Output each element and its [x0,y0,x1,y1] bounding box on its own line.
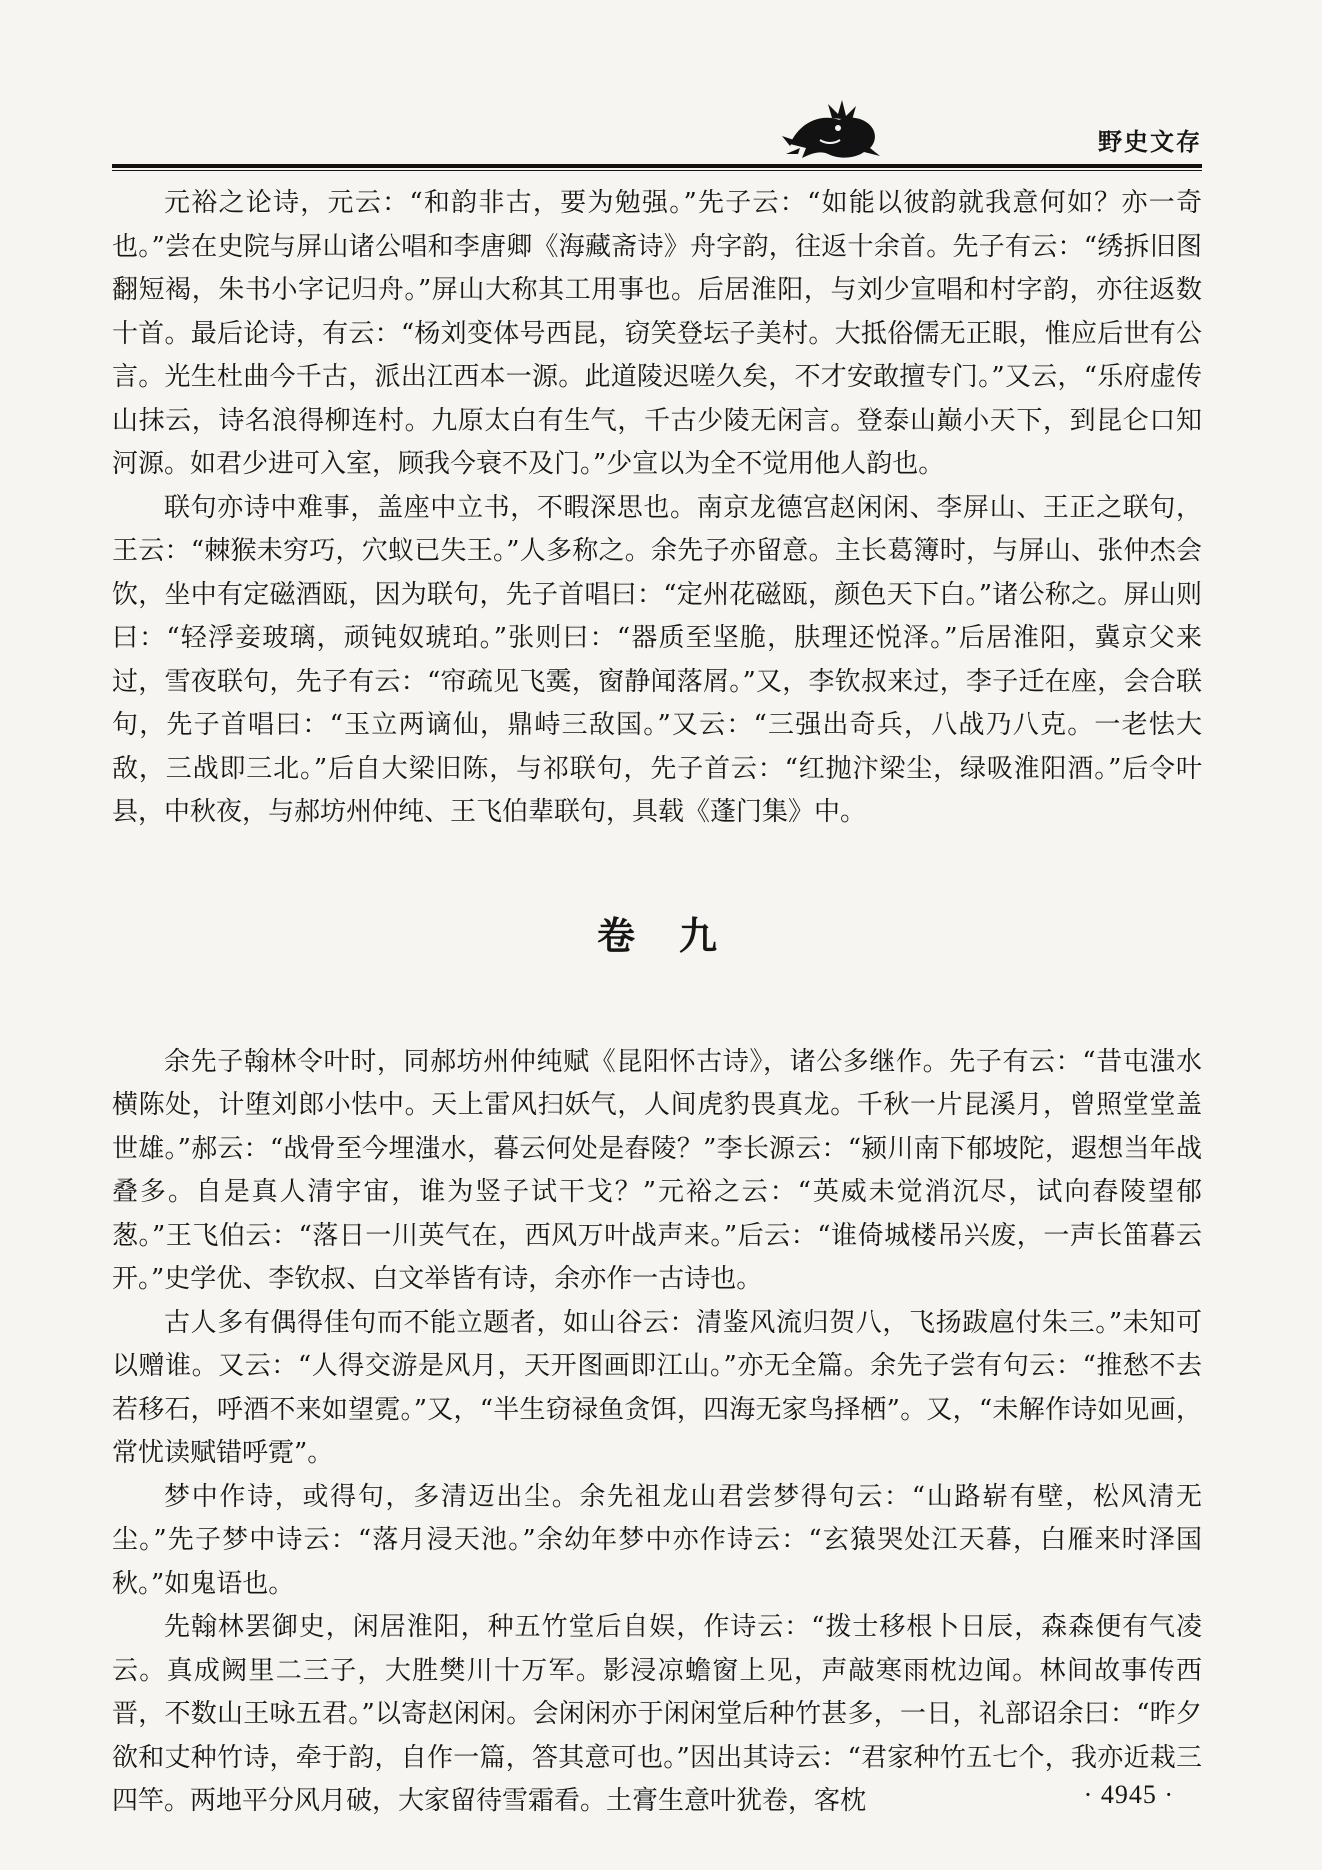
body-paragraph: 联句亦诗中难事，盖座中立书，不暇深思也。南京龙德宫赵闲闲、李屏山、王正之联句，王云：“棘猴未穷巧，穴蚁已失王。”人多称之。余先子亦留意。主长葛簿时，与屏山、张仲杰会饮，坐中有定磁酒瓯，因为联句，先子首唱曰：“定州花磁瓯，颜色天下白。”诸公称之。屏山则曰：“轻浮妾玻璃，顽钝奴琥珀。”张则曰：“器质至坚脆，肤理还悦泽。”后居淮阳，冀京父来过，雪夜联句，先子有云：“帘疏见飞霙，窗静闻落屑。”又，李钦叔来过，李子迁在座，会合联句，先子首唱曰：“玉立两谪仙，鼎峙三敌国。”又云：“三强出奇兵，八战乃八克。一老怯大敌，三战即三北。”后自大梁旧陈，与祁联句，先子首云：“红抛汴梁尘，绿吸淮阳酒。”后令叶县，中秋夜，与郝坊州仲纯、王飞伯辈联句，具载《蓬门集》中。 [112,492,1202,827]
body-paragraph: 梦中作诗，或得句，多清迈出尘。余先祖龙山君尝梦得句云：“山路崭有壁，松风清无尘。”先子梦中诗云：“落月浸天池。”余幼年梦中亦作诗云：“玄猿哭处江天暮，白雁来时泽国秋。”如鬼语也。 [112,1481,1202,1599]
chapter-heading: 卷九 [596,913,761,958]
header-rule-thick [112,164,1202,168]
dragon-emblem-icon [780,96,890,164]
page-header [112,96,1202,170]
page-body [112,182,1202,1824]
page-number: · 4945 · [1083,1780,1174,1809]
body-paragraph: 余先子翰林令叶时，同郝坊州仲纯赋《昆阳怀古诗》，诸公多继作。先子有云：“昔屯滍水横陈处，计堕刘郎小怯中。天上雷风扫妖气，人间虎豹畏真龙。千秋一片昆溪月，曾照堂堂盖世雄。”郝云：“战骨至今埋滍水，暮云何处是舂陵？”李长源云：“颍川南下郁坡陀，遐想当年战叠多。自是真人清宇宙，谁为竖子试干戈？”元裕之云：“英威未觉消沉尽，试向舂陵望郁葱。”王飞伯云：“落日一川英气在，西风万叶战声来。”后云：“谁倚城楼吊兴废，一声长笛暮云开。”史学优、李钦叔、白文举皆有诗，余亦作一古诗也。 [112,1046,1202,1294]
body-paragraph: 元裕之论诗，元云：“和韵非古，要为勉强。”先子云：“如能以彼韵就我意何如？亦一奇也。”尝在史院与屏山诸公唱和李唐卿《海藏斋诗》舟字韵，往返十余首。先子有云：“绣拆旧图翻短褐，朱书小字记归舟。”屏山大称其工用事也。后居淮阳，与刘少宣唱和村字韵，亦往返数十首。最后论诗，有云：“杨刘变体号西昆，窃笑登坛子美村。大抵俗儒无正眼，惟应后世有公言。光生杜曲今千古，派出江西本一源。此道陵迟嗟久矣，不才安敢擅专门。”又云，“乐府虚传山抹云，诗名浪得柳连村。九原太白有生气，千古少陵无闲言。登泰山巅小天下，到昆仑口知河源。如君少进可入室，顾我今衰不及门。”少宣以为全不觉用他人韵也。 [112,188,1202,479]
body-paragraph: 古人多有偶得佳句而不能立题者，如山谷云：清鉴风流归贺八，飞扬跋扈付朱三。”未知可以赠谁。又云：“人得交游是风月，天开图画即江山。”亦无全篇。余先子尝有句云：“推愁不去若移石，呼酒不来如望霓。”又，“半生窃禄鱼贪饵，四海无家鸟择栖”。又，“未解作诗如见画，常忧读赋错呼霓”。 [112,1307,1202,1468]
running-header-title: 野史文存 [1098,128,1202,156]
header-rule-thin [112,170,1202,171]
body-paragraph: 先翰林罢御史，闲居淮阳，种五竹堂后自娱，作诗云：“拨士移根卜日辰，森森便有气凌云。真成阙里二三子，大胜樊川十万军。影浸凉蟾窗上见，声敲寒雨枕边闻。林间故事传西晋，不数山王咏五君。”以寄赵闲闲。会闲闲亦于闲闲堂后种竹甚多，一日，礼部诏余曰：“昨夕欲和丈种竹诗，牵于韵，自作一篇，答其意可也。”因出其诗云：“君家种竹五七个，我亦近栽三四竿。两地平分风月破，大家留待雪霜看。土膏生意叶犹卷，客枕 [112,1612,1202,1816]
